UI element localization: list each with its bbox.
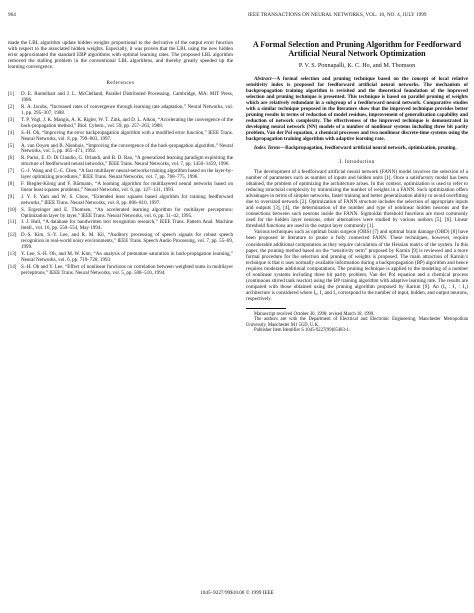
- paper-title: A Formal Selection and Pruning Algorithm for Feedforward Artificial Neural Network Optimization: [252, 40, 462, 59]
- reference-number: [14]: [8, 263, 17, 270]
- reference-text: S.-H. Oh, “Improving the error backpropagation algorithm with a modified error function,” IEEE Trans. Neural Networks, vol. 8, pp. 799–803, 1997.: [21, 129, 233, 142]
- reference-text: J. Y. F. Yam and W. S. Chow, “Extended least squares based algorithm for training feedforward networks,” IEEE Trans. Neural Networks, vol. 8, pp. 806–810, 1997.: [21, 193, 233, 206]
- reference-item: [8, 131, 233, 143]
- reference-item: [8, 233, 233, 251]
- reference-number: [5]: [8, 142, 14, 149]
- reference-text: A. van Ooyen and B. Nienhuis, “Improving the convergence of the back-propagation algorithm,” Neural Networks, vol. 5, pp. 465–471, 1992.: [21, 142, 233, 155]
- reference-number: [7]: [8, 168, 14, 175]
- intro-paragraph-1: The development of a feedforward artificial neural network (FANN) model involves the selection of a number of parameters such as number of inputs and hidden units [1]. Once a satisfactory model has been obtained, the problem of optimizing the architecture arises. In this context, optimization is used to refer to reducing structural complexity by minimizing the number of weights in a FANN. Such optimization offers advantages in terms of simpler networks, faster training and better generalization ability to avoid overfitting due to oversized network [2]. Optimization of FANN structure includes the selection of appropriate inputs and outputs [3], [4], the determination of the number and type of nonlinear hidden neurons and the connections between such neurons inside the FANN. Sigmoidal threshold functions are most commonly used for the hidden layer neurons, other alternatives were studied by various authors [5], [6]. Linear threshold functions are used in the output layer commonly [1].: [246, 168, 468, 230]
- index-terms-lead: Index Terms—: [254, 144, 286, 151]
- section-heading-introduction: I. Introduction: [339, 158, 375, 165]
- reference-number: [8]: [8, 180, 14, 187]
- reference-text: J. J. Hull, “A database for handwritten text recognition research,” IEEE Trans. Pattern Anal. Machine Intell., vol. 16, pp. 550–554, May 1994.: [21, 219, 233, 232]
- reference-number: [9]: [8, 193, 14, 200]
- reference-number: [12]: [8, 232, 17, 239]
- reference-number: [11]: [8, 219, 17, 226]
- reference-text: S. Ergezinger and E. Thomsen, “An accelerated learning algorithm for multilayer perceptrons: Optimization layer by layer,” IEEE Trans. Neural Networks, vol. 6, pp. 31–42, 1995.: [21, 206, 233, 219]
- right-column: [246, 40, 468, 334]
- reference-item: [8, 144, 233, 156]
- reference-item: [8, 105, 233, 117]
- journal-header: IEEE TRANSACTIONS ON NEURAL NETWORKS, VOL. 10, NO. 4, JULY 1999: [248, 12, 427, 18]
- reference-item: [8, 118, 233, 130]
- reference-text: D.-S. Kim, S.-Y. Lee, and R. M. Kil, “Auditory processing of speech signals for robust speech recognition in real-world noisy environments,” IEEE Trans. Speech Audio Processing, vol. 7, pp. 55–69, 1999.: [21, 232, 233, 251]
- reference-text: Y. Lee, S.-H. Oh, and M. W. Kim, “An analysis of premature saturation in back-propagation learning,” Neural Networks, vol. 6, pp. 719–728, 1993.: [21, 250, 233, 263]
- reference-item: [8, 195, 233, 207]
- reference-item: [8, 220, 233, 232]
- reference-item: [8, 265, 233, 277]
- reference-item: [8, 182, 233, 194]
- reference-text: R. Parisi, E. D. Di Claudio, G. Orlandi, and B. D. Rao, “A generalized learning paradigm exploiting the structure of feedforward neural networks,” IEEE Trans. Neural Networks, vol. 7, pp. 1450–1459, 1996.: [21, 155, 233, 168]
- footnote-rule: [246, 308, 286, 309]
- reference-text: D. E. Rumelhart and J. L. McClelland, Parallel Distributed Processing. Cambridge, MA: MIT Press, 1986.: [21, 91, 233, 104]
- footnote-affiliation: The authors are with the Department of Electrical and Electronic Engineering, Manchester Metropolitan University, Manchester M1 5GD, U.K.: [246, 317, 468, 328]
- footnote-manuscript: Manuscript received October 30, 1998; revised March 18, 1999.: [254, 311, 375, 317]
- reference-number: [4]: [8, 129, 14, 136]
- reference-number: [13]: [8, 250, 17, 257]
- reference-number: [1]: [8, 91, 14, 98]
- references-list: [8, 92, 233, 276]
- page-number: 964: [8, 12, 16, 18]
- reference-item: [8, 252, 233, 264]
- reference-item: [8, 208, 233, 220]
- intro-paragraph-2: Various techniques such as optimal brain surgeon (OBS) [7] and optimal brain damage (OBD) [8] have been proposed in literature to prune a fully connected FANN. These techniques, however, require considerable additional computation as they require calculation of the Hessian matrix of the system. In this paper, the pruning method based on the “sensitivity term” proposed by Karnin [9] is reviewed and a more formal procedure for the selection and pruning of weights is proposed. The main attraction of Karnin’s technique is that it uses normally available information during a backpropagation (BP) algorithm and hence requires moderate additional computations. The pruning technique is applied to the modeling of a number of nonlinear systems including three bit parity problem, Van der Pol equation and a chemical process (continuous stirred tank reactor) using the BP training algorithm with adaptive learning rate. The results are compared with those obtained using the pruning algorithm proposed by Karnin [9]. An (I₀ : I₁ : I₂) architecture is considered where I₀, I₁ and I₂ correspond to the number of input, hidden, and output neurons, respectively.: [246, 229, 468, 302]
- index-terms: [246, 146, 468, 152]
- abstract-lead: Abstract—: [254, 76, 277, 83]
- reference-number: [10]: [8, 206, 17, 213]
- paper-authors: P. V. S. Ponnapalli, K. C. Ho, and M. Thomson: [298, 62, 416, 70]
- left-column: [8, 40, 233, 278]
- copyright-footer: 1045–9227/99$10.00 © 1999 IEEE: [200, 590, 274, 596]
- reference-text: F. Biegler-König and F. Bärmann, “A learning algorithm for multilayered neural networks based on linear least squares problems,” Neural Networks, vol. 6, pp. 127–131, 1993.: [21, 180, 233, 193]
- references-heading: References: [106, 80, 135, 87]
- reference-number: [2]: [8, 104, 14, 111]
- reference-number: [6]: [8, 155, 14, 162]
- reference-item: [8, 169, 233, 181]
- abstract-text: A formal selection and pruning technique based on the concept of local relative sensitivity index is proposed for feedforward artificial neural networks. The mechanism of backpropagation training algorithm is revisited and the theoretical foundation of the improved selection and pruning technique is presented. This technique is based on parallel pruning of weights which are relatively redundant in a subgroup of a feedforward neural network. Comparative studies with a similar technique proposed in the literature show that the improved technique provides better pruning results in terms of reduction of model residues, improvement of generalization capability and reduction of network complexity. The effectiveness of the improved technique is demonstrated in developing neural network (NN) models of a number of nonlinear systems including three bit parity problem, Van der Pol equation, a chemical processes and two nonlinear discrete-time systems using the backpropagation training algorithm with adaptive learning rate.: [246, 76, 468, 142]
- closing-paragraph: made the LBL algorithm update hidden weights proportional to the derivative of the output error function with respect to the associated hidden weights. Especially, it was proven that the LBL using the new hidden error approximated the standard EBP algorithms with optimal learning rates. The proposed LBL algorithm removed the stalling problem in the conventional LBL algorithms, and thereby greatly speeded up the learning convergence.: [8, 40, 233, 71]
- footnote-identifier: Publisher Item Identifier S 1045-9227(99)05483-1.: [254, 328, 350, 334]
- reference-text: R. A. Jacobs, “Increased rates of convergence through learning rate adaptation,” Neural Networks, vol. 1, pp. 295–307, 1988.: [21, 104, 233, 116]
- reference-text: S.-H. Oh and Y. Lee, “Effect of nonlinear functions on correlation between weighted sums in multilayer perceptrons,” IEEE Trans. Neural Networks, vol. 5, pp. 508–510, 1994.: [21, 263, 233, 276]
- reference-number: [3]: [8, 116, 14, 123]
- reference-text: G.-J. Wang and C.-C. Chen, “A fast multilayer neural-networks training algorithm based on the layer-by-layer optimizing procedures,” IEEE Trans. Neural Networks, vol. 7, pp. 768–775, 1996.: [21, 168, 234, 181]
- abstract: [246, 77, 468, 142]
- reference-item: [8, 92, 233, 104]
- index-terms-text: Backpropagation, feedforward artificial neural network, optimization, pruning.: [285, 144, 457, 151]
- reference-text: T. P. Vogl, J. K. Mangis, A. K. Rigler, W. T. Zink, and D. L. Alkon, “Accelerating the convergence of the back-propagation method,” Biol. Cybern., vol. 59, pp. 257–263, 1988.: [21, 116, 233, 129]
- reference-item: [8, 156, 233, 168]
